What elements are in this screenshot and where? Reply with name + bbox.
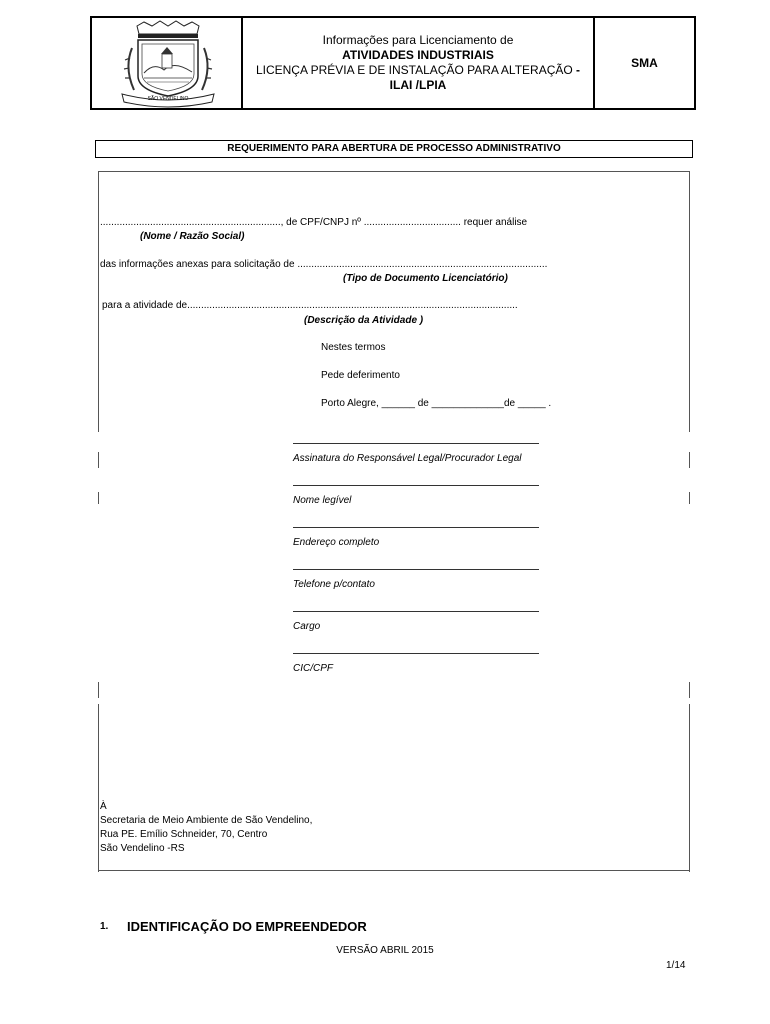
cpf-label: CIC/CPF xyxy=(293,663,333,674)
footer-version: VERSÃO ABRIL 2015 xyxy=(336,945,434,956)
address-recipient: À xyxy=(100,801,107,812)
form-title: REQUERIMENTO PARA ABERTURA DE PROCESSO ADMINISTRATIVO xyxy=(95,140,693,158)
activity-label: (Descrição da Atividade ) xyxy=(304,315,424,326)
frame-right-border-mark-1 xyxy=(689,452,690,468)
frame-left-border-top xyxy=(98,172,99,432)
header-table xyxy=(90,16,696,110)
role-label: Cargo xyxy=(293,621,321,632)
logo-ribbon-text: SÃO VENDELINO xyxy=(147,96,189,102)
name-label: (Nome / Razão Social) xyxy=(140,231,245,242)
address-street: Rua PE. Emílio Schneider, 70, Centro xyxy=(100,829,268,840)
header-line-1: Informações para Licenciamento de xyxy=(322,33,514,47)
activity-line: para a atividade de....................................................................................................................... xyxy=(102,300,518,311)
header-line-3-dash: - xyxy=(576,63,581,77)
address-line xyxy=(293,527,539,528)
closing-nestes-termos: Nestes termos xyxy=(321,342,386,353)
frame-left-border-bottom xyxy=(98,704,99,872)
address-label: Endereço completo xyxy=(293,537,380,548)
phone-line xyxy=(293,569,539,570)
frame-right-border-mark-3 xyxy=(689,682,690,698)
cpf-line xyxy=(293,653,539,654)
document-type-line: das informações anexas para solicitação de .......................................................................................... xyxy=(100,259,548,270)
frame-left-border-mark-3 xyxy=(98,682,99,698)
name-cpf-line: ................................................................., de CPF/CNPJ nº ................................... requer análise xyxy=(100,217,528,228)
section-title: IDENTIFICAÇÃO DO EMPREENDEDOR xyxy=(127,919,367,934)
section-number: 1. xyxy=(100,921,109,932)
address-secretariat: Secretaria de Meio Ambiente de São Vendelino, xyxy=(100,815,313,826)
role-line xyxy=(293,611,539,612)
coat-of-arms-logo xyxy=(92,18,243,108)
page-number: 1/14 xyxy=(666,960,686,971)
frame-left-border-mark-2 xyxy=(98,492,99,504)
closing-pede-deferimento: Pede deferimento xyxy=(321,370,400,381)
name-line xyxy=(293,485,539,486)
header-line-3 xyxy=(243,63,593,78)
document-type-label: (Tipo de Documento Licenciatório) xyxy=(343,273,508,284)
phone-label: Telefone p/contato xyxy=(293,579,375,590)
header-title-cell xyxy=(243,18,595,108)
address-city: São Vendelino -RS xyxy=(100,843,185,854)
frame-right-border-mark-2 xyxy=(689,492,690,504)
agency-cell: SMA xyxy=(631,56,658,70)
header-line-4: ILAI /LPIA xyxy=(389,78,447,92)
signature-label: Assinatura do Responsável Legal/Procurador Legal xyxy=(293,453,522,464)
frame-left-border-mark-1 xyxy=(98,452,99,468)
frame-right-border-top xyxy=(689,172,690,432)
logo-cell xyxy=(92,18,243,108)
header-line-3-text: LICENÇA PRÉVIA E DE INSTALAÇÃO PARA ALTERAÇÃO xyxy=(255,63,577,77)
signature-line xyxy=(293,443,539,444)
frame-right-border-bottom xyxy=(689,704,690,872)
date-line: Porto Alegre, ______ de _____________de _____ . xyxy=(321,398,552,409)
header-line-2: ATIVIDADES INDUSTRIAIS xyxy=(342,48,494,62)
name-legible-label: Nome legível xyxy=(293,495,352,506)
